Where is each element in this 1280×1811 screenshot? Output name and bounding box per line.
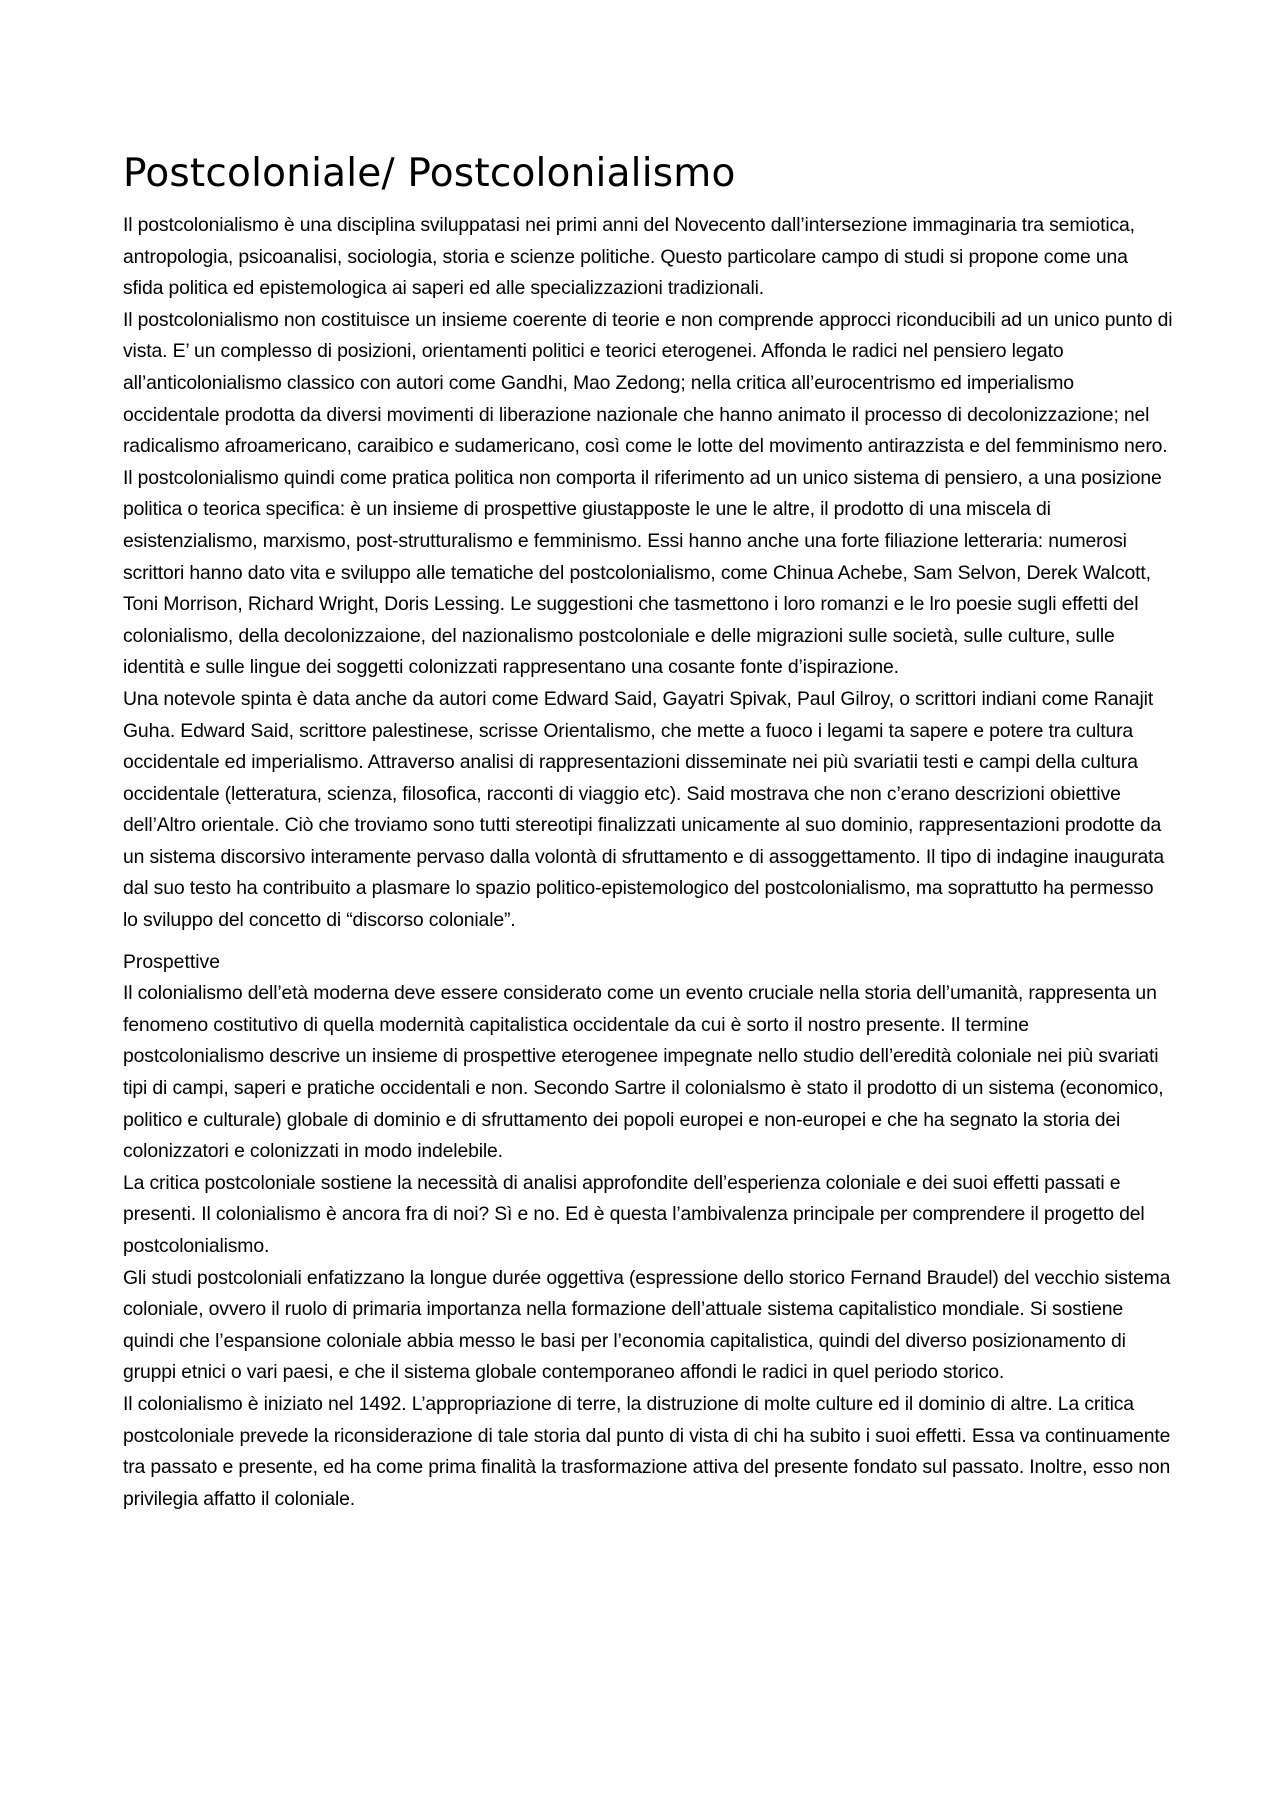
document-title: Postcoloniale/ Postcolonialismo <box>123 151 736 196</box>
section-paragraph-4: Il colonialismo è iniziato nel 1492. L’appropriazione di terre, la distruzione di molte culture ed il dominio di altre. La critica postcoloniale prevede la riconsiderazione di tale storia dal punto di vista di chi ha subito i suoi effetti. Essa va continuamente tra passato e presente, ed ha come prima finalità la trasformazione attiva del presente fondato sul passato. Inoltre, esso non privilegia affatto il coloniale. <box>123 1392 1171 1510</box>
intro-paragraph-1: Il postcolonialismo è una disciplina sviluppatasi nei primi anni del Novecento dall’intersezione immaginaria tra semiotica, antropologia, psicoanalisi, sociologia, storia e scienze politiche. Questo particolare campo di studi si propone come una sfida politica ed epistemologica ai saperi ed alle specializzazioni tradizionali. <box>123 214 1135 300</box>
section-paragraph-1: Il colonialismo dell’età moderna deve essere considerato come un evento cruciale nella storia dell’umanità, rappresenta un fenomeno costitutivo di quella modernità capitalistica occidentale da cui è sorto il nostro presente. Il termine postcolonialismo descrive un insieme di prospettive eterogenee impegnate nello studio dell’eredità coloniale nei più svariati tipi di campi, saperi e pratiche occidentali e non. Secondo Sartre il colonialsmo è stato il prodotto di un sistema (economico, politico e culturale) globale di dominio e di sfruttamento dei popoli europei e non-europei e che ha segnato la storia dei colonizzatori e colonizzati in modo indelebile. <box>123 982 1164 1163</box>
document-page <box>123 150 1173 1515</box>
intro-section <box>123 210 1173 937</box>
prospettive-section <box>123 947 1173 1516</box>
section-paragraph-3: Gli studi postcoloniali enfatizzano la longue durée oggettiva (espressione dello storico Fernand Braudel) del vecchio sistema coloniale, ovvero il ruolo di primaria importanza nella formazione dell’attuale sistema capitalistico mondiale. Si sostiene quindi che l’espansione coloniale abbia messo le basi per l’economia capitalistica, quindi del diverso posizionamento di gruppi etnici o vari paesi, e che il sistema globale contemporaneo affondi le radici in quel periodo storico. <box>123 1266 1171 1384</box>
intro-paragraph-3: Una notevole spinta è data anche da autori come Edward Said, Gayatri Spivak, Paul Gilroy, o scrittori indiani come Ranajit Guha. Edward Said, scrittore palestinese, scrisse Orientalismo, che mette a fuoco i legami ta sapere e potere tra cultura occidentale ed imperialismo. Attraverso analisi di rappresentazioni disseminate nei più svariatii testi e campi della cultura occidentale (letteratura, scienza, filosofica, racconti di viaggio etc). Said mostrava che non c’erano descrizioni obiettive dell’Altro orientale. Ciò che troviamo sono tutti stereotipi finalizzati unicamente al suo dominio, rappresentazioni prodotte da un sistema discorsivo interamente pervaso dalla volontà di sfruttamento e di assoggettamento. Il tipo di indagine inaugurata dal suo testo ha contribuito a plasmare lo spazio politico-epistemologico del postcolonialismo, ma soprattutto ha permesso lo sviluppo del concetto di “discorso coloniale”. <box>123 687 1164 932</box>
section-paragraph-2: La critica postcoloniale sostiene la necessità di analisi approfondite dell’esperienza coloniale e dei suoi effetti passati e presenti. Il colonialismo è ancora fra di noi? Sì e no. Ed è questa l’ambivalenza principale per comprendere il progetto del postcolonialismo. <box>123 1171 1145 1257</box>
intro-paragraph-2: Il postcolonialismo non costituisce un insieme coerente di teorie e non comprende approcci riconducibili ad un unico punto di vista. E’ un complesso di posizioni, orientamenti politici e teorici eterogenei. Affonda le radici nel pensiero legato all’anticolonialismo classico con autori come Gandhi, Mao Zedong; nella critica all’eurocentrismo ed imperialismo occidentale prodotta da diversi movimenti di liberazione nazionale che hanno animato il processo di decolonizzazione; nel radicalismo afroamericano, caraibico e sudamericano, così come le lotte del movimento antirazzista e del femminismo nero. Il postcolonialismo quindi come pratica politica non comporta il riferimento ad un unico sistema di pensiero, a una posizione politica o teorica specifica: è un insieme di prospettive giustapposte le une le altre, il prodotto di una miscela di esistenzialismo, marxismo, post-strutturalismo e femminismo. Essi hanno anche una forte filiazione letteraria: numerosi scrittori hanno dato vita e sviluppo alle tematiche del postcolonialismo, come Chinua Achebe, Sam Selvon, Derek Walcott, Toni Morrison, Richard Wright, Doris Lessing. Le suggestioni che tasmettono i loro romanzi e le lro poesie sugli effetti del colonialismo, della decolonizzaione, del nazionalismo postcoloniale e delle migrazioni sulle società, sulle culture, sulle identità e sulle lingue dei soggetti colonizzati rappresentano una cosante fonte d’ispirazione. <box>123 308 1173 679</box>
section-heading: Prospettive <box>123 950 221 973</box>
